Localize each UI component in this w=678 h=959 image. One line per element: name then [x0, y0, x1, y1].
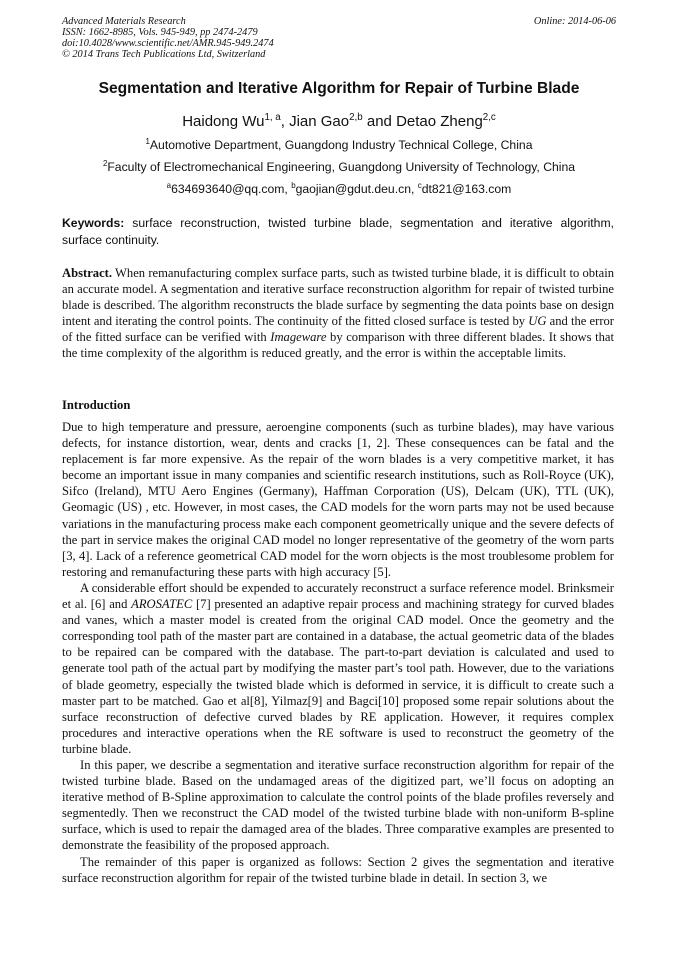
paper-title: Segmentation and Iterative Algorithm for Repair of Turbine Blade	[98, 80, 580, 97]
intro-paragraph-4: The remainder of this paper is organized as follows: Section 2 gives the segmentation and iterative surface reconstruction algorithm for repair of the twisted turbine blade in detail. In section 3, we	[62, 854, 614, 885]
email-sup: a	[166, 180, 172, 190]
doi-line: doi:10.4028/www.scientific.net/AMR.945-949.2474	[62, 38, 274, 49]
keywords-label: Keywords:	[62, 216, 125, 230]
affiliation-text: Faculty of Electromechanical Engineering, Guangdong University of Technology, China	[107, 160, 576, 174]
email-link[interactable]: dt821@163.com	[421, 182, 512, 196]
introduction-body	[62, 419, 614, 886]
author-sup: 2,c	[482, 112, 496, 123]
abstract-label: Abstract.	[62, 266, 113, 280]
author-name: Haidong Wu	[182, 113, 265, 130]
email-link[interactable]: 634693640@qq.com,	[171, 182, 292, 196]
intro-paragraph-3: In this paper, we describe a segmentation and iterative surface reconstruction algorithm for repair of the twisted turbine blade. Based on the undamaged areas of the digitized part, we’ll focus on adopting an iterative method of B-Spline approximation to calculate the control points of the blade profiles reversely and segmentedly. Then we reconstruct the CAD model of the twisted turbine blade with non-uniform B-spline surface, which is used to repair the damaged area of the blades. Three comparative examples are presented to demonstrate the feasibility of the proposed approach.	[62, 757, 614, 853]
intro-paragraph-2	[62, 580, 614, 757]
author-sup: 2,b	[349, 112, 363, 123]
intro-text: A considerable effort should be expended to accurately reconstruct a surface reference model. Brinksmeir et al. [6] and	[62, 580, 614, 612]
affiliation-2	[20, 160, 658, 174]
keywords-block	[62, 215, 614, 248]
abstract-text: by comparison with three different blades. It shows that the time complexity of the algorithm is reduced greatly, and the error is within the acceptable limits.	[62, 330, 614, 361]
author-separator: and	[362, 113, 397, 130]
email-sup: c	[417, 180, 422, 190]
journal-header	[62, 16, 274, 60]
intro-arosatec: AROSATEC	[131, 597, 193, 612]
abstract-ug: UG	[528, 314, 547, 329]
author-name: Detao Zheng	[396, 113, 483, 130]
section-heading-introduction: Introduction	[62, 398, 131, 412]
intro-paragraph-1: Due to high temperature and pressure, aeroengine components (such as turbine blades), may have various defects, for instance distortion, wear, dents and cracks [1, 2]. These consequences can be fatal and the replacement is far more expensive. As the repair of the worn blades is a very competitive market, it has become an important issue in many companies and scientific research institutions, such as Roll-Royce (UK), Sifco (Ireland), MTU Aero Engines (Germany), Haffman Corporation (US), Delcam (UK), TTL (UK), Geomagic (US) , etc. However, in most cases, the CAD models for the worn parts may not be used because variations in the manufacturing process make each component geometrically unique and the severe defects of the part in service makes the original CAD model no longer representative of the geometry of the worn parts [3, 4]. Lack of a reference geometrical CAD model for the worn objects is the most troublesome problem for restoring and remanufacturing these parts with high accuracy [5].	[62, 420, 614, 579]
affiliation-sup: 1	[145, 136, 150, 146]
abstract-block	[62, 265, 614, 362]
email-sup: b	[291, 180, 296, 190]
abstract-text: and the error of the fitted surface can be verified with	[62, 314, 615, 345]
journal-name: Advanced Materials Research	[62, 16, 186, 27]
affiliation-1	[20, 138, 658, 152]
author-name: Jian Gao	[289, 113, 350, 130]
abstract-text: When remanufacturing complex surface parts, such as twisted turbine blade, it is difficult to obtain an accurate model. A segmentation and iterative surface reconstruction algorithm for repair of twisted turbine blade is described. The algorithm reconstructs the blade surface by segmenting the data points base on design intent and iterating the control points. The continuity of the fitted closed surface is tested by	[62, 266, 614, 329]
copyright-line: © 2014 Trans Tech Publications Ltd, Switzerland	[62, 49, 266, 60]
author-separator: ,	[280, 113, 290, 130]
affiliation-sup: 2	[102, 158, 108, 168]
affiliation-text: Automotive Department, Guangdong Industry Technical College, China	[149, 138, 533, 152]
email-link[interactable]: gaojian@gdut.deu.cn,	[295, 182, 418, 196]
abstract-imageware: Imageware	[270, 330, 327, 345]
author-list	[40, 113, 638, 130]
intro-text: [7] presented an adaptive repair process and machining strategy for curved blades and vanes, which a master model is created from the original CAD model. Once the geometry and the corresponding tool path of the master part are contained in a database, the actual geometric data of the blades to be repaired can be compared with the database. The part-to-part deviation is calculated and used to generate tool path of the actual part by modifying the master part’s tool path. However, due to the variations of blade geometry, especially the twisted blade which is deformed in service, it is difficult to create such a master part to be matched. Gao et al[8], Yilmaz[9] and Bagci[10] proposed some repair solutions about the surface reconstruction of defective curved blades by RE application. However, it requires complex procedures and interactive operations when the RE software is used to reconstruct the geometry of the turbine blade.	[62, 597, 614, 756]
author-sup: 1, a	[264, 112, 281, 123]
issn-line: ISSN: 1662-8985, Vols. 945-949, pp 2474-2479	[62, 27, 258, 38]
author-emails	[20, 182, 658, 196]
keywords-text: surface reconstruction, twisted turbine blade, segmentation and iterative algorithm, surface continuity.	[62, 216, 614, 247]
online-date: Online: 2014-06-06	[533, 16, 616, 27]
